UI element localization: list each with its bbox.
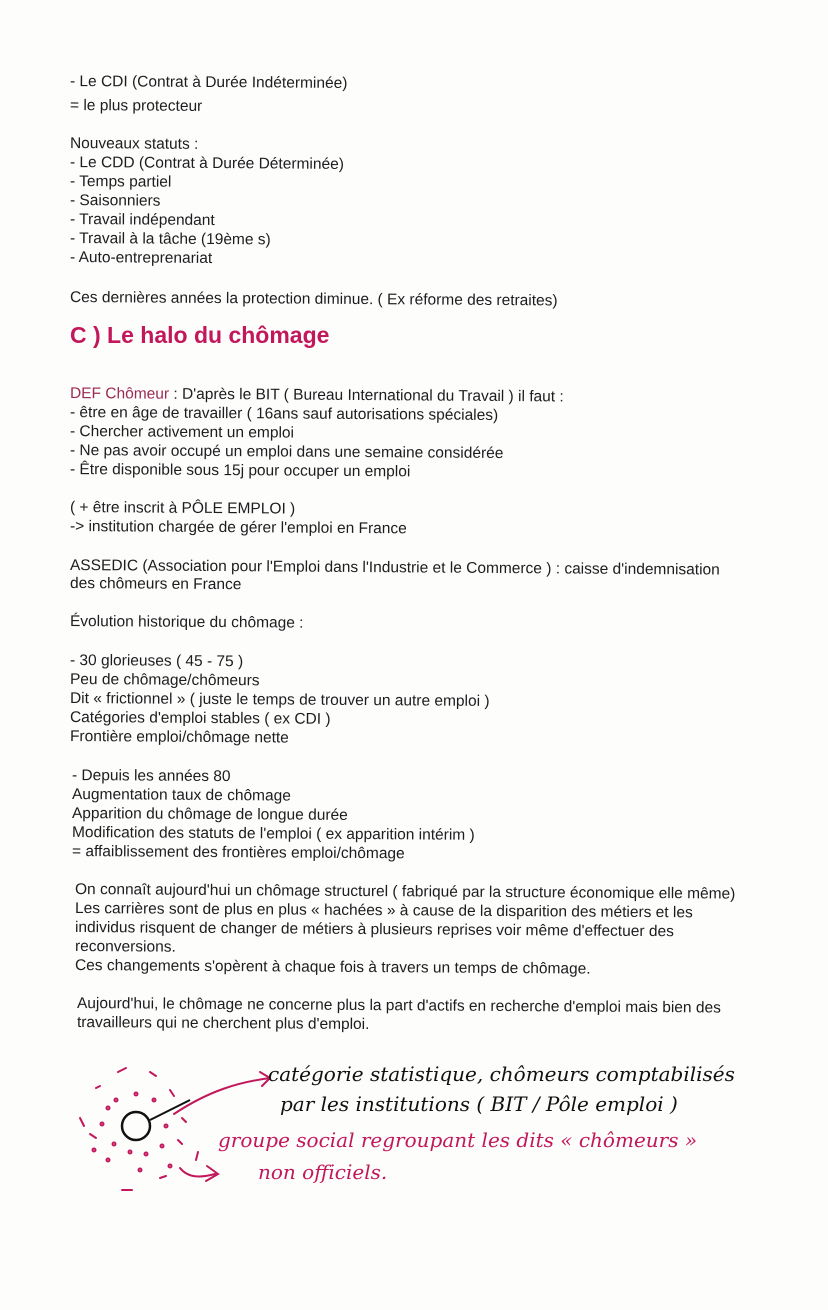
structural-line: On connaît aujourd'hui un chômage structurel ( fabriqué par la structure économique elle même) — [74, 881, 736, 903]
structural-line: reconversions. — [74, 938, 176, 956]
assedic-line: des chômeurs en France — [69, 575, 242, 594]
today-line: travailleurs qui ne cherchent plus d'emploi. — [76, 1014, 370, 1034]
list-item: - Travail indépendant — [69, 211, 215, 230]
history-title: Évolution historique du chômage : — [69, 613, 304, 632]
today-line: Aujourd'hui, le chômage ne concerne plus la part d'actifs en recherche d'emploi mais bien des — [76, 995, 721, 1017]
handwritten-note: par les institutions ( BIT / Pôle emploi ) — [280, 1092, 678, 1116]
cdi-note: = le plus protecteur — [69, 97, 203, 115]
list-item: - Être disponible sous 15j pour occuper un emploi — [69, 461, 411, 481]
history-line: - Depuis les années 80 — [71, 767, 231, 786]
list-item: - être en âge de travailler ( 16ans sauf autorisations spéciales) — [69, 404, 499, 424]
handwritten-note: non officiels. — [258, 1160, 388, 1184]
section-heading: C ) Le halo du chômage — [70, 322, 330, 348]
list-item: - Travail à la tâche (19ème s) — [69, 230, 271, 249]
history-line: = affaiblissement des frontières emploi/chômage — [71, 843, 405, 863]
pole-emploi-note: -> institution chargée de gérer l'emploi en France — [69, 518, 407, 538]
list-item: - Ne pas avoir occupé un emploi dans une semaine considérée — [69, 442, 504, 463]
history-line: Dit « frictionnel » ( juste le temps de trouver un autre emploi ) — [69, 690, 490, 710]
history-line: Augmentation taux de chômage — [71, 786, 291, 805]
cdi-line: - Le CDI (Contrat à Durée Indéterminée) — [69, 73, 348, 92]
history-line: Frontière emploi/chômage nette — [69, 728, 289, 747]
history-line: Peu de chômage/chômeurs — [69, 671, 260, 690]
handwritten-note: groupe social regroupant les dits « chômeurs » — [218, 1128, 698, 1152]
handwritten-note: catégorie statistique, chômeurs comptabilisés — [268, 1062, 735, 1086]
core-circle-icon — [122, 1112, 150, 1140]
protection-note: Ces dernières années la protection diminue. ( Ex réforme des retraites) — [69, 289, 558, 310]
history-line: Modification des statuts de l'emploi ( ex apparition intérim ) — [71, 824, 475, 844]
structural-line: individus risquent de changer de métiers à plusieurs reprises voir même d'effectuer des — [74, 919, 674, 941]
arrow-line — [150, 1100, 190, 1120]
list-item: - Le CDD (Contrat à Durée Déterminée) — [69, 154, 344, 173]
list-item: - Saisonniers — [69, 192, 161, 210]
history-line: - 30 glorieuses ( 45 - 75 ) — [69, 652, 244, 671]
new-status-title: Nouveaux statuts : — [69, 135, 199, 153]
list-item: - Auto-entreprenariat — [69, 249, 213, 267]
assedic-line: ASSEDIC (Association pour l'Emploi dans l'Industrie et le Commerce ) : caisse d'indemnisation — [69, 557, 720, 579]
history-line: Apparition du chômage de longue durée — [71, 805, 348, 824]
structural-line: Ces changements s'opèrent à chaque fois à travers un temps de chômage. — [74, 957, 591, 978]
pole-emploi-line: ( + être inscrit à PÔLE EMPLOI ) — [69, 499, 296, 518]
list-item: - Chercher activement un emploi — [69, 423, 295, 442]
definition-keyword: DEF Chômeur — [69, 385, 170, 403]
definition-intro: : D'après le BIT ( Bureau International du Travail ) il faut : — [169, 385, 564, 406]
history-line: Catégories d'emploi stables ( ex CDI ) — [69, 709, 331, 728]
list-item: - Temps partiel — [69, 173, 172, 191]
structural-line: Les carrières sont de plus en plus « hachées » à cause de la disparition des métiers et les — [74, 900, 693, 922]
